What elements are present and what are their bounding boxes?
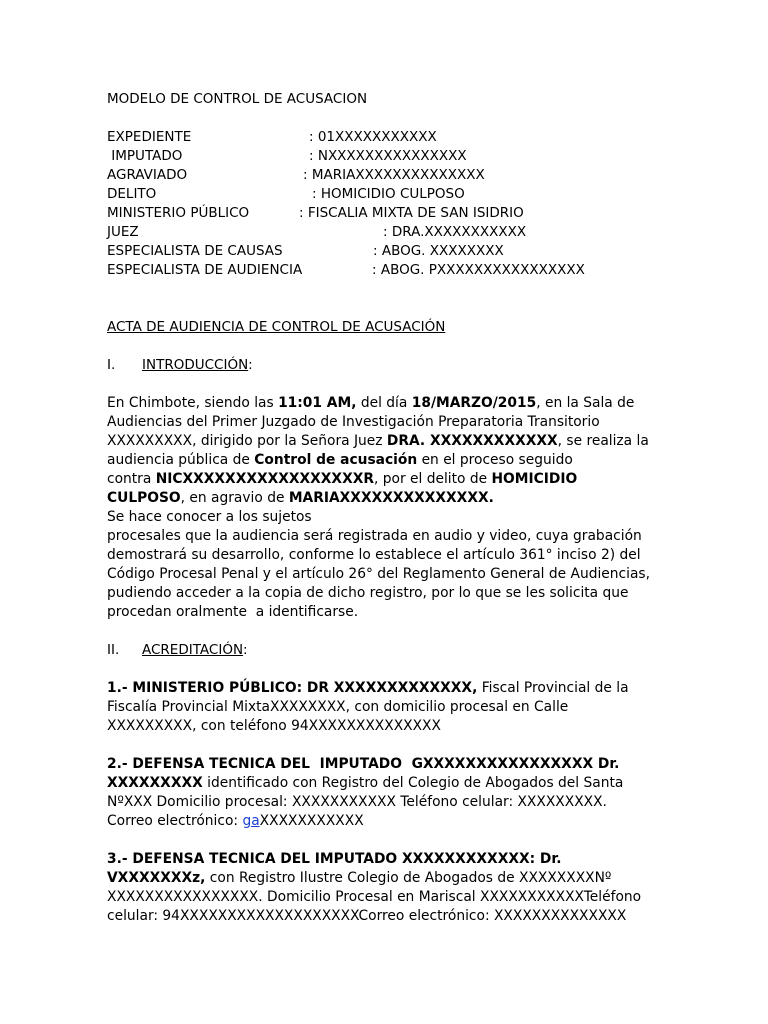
- paragraph-line: [107, 869, 667, 888]
- paragraph-line: [107, 812, 667, 831]
- header-field-label: MINISTERIO PÚBLICO: [107, 205, 250, 221]
- header-field-value: : HOMICIDIO CULPOSO: [312, 186, 465, 202]
- bold-text: Control de acusación: [254, 452, 418, 468]
- text-run: XXXXXXXXXXXXXXXX. Domicilio Procesal en Mariscal XXXXXXXXXXXTeléfono: [107, 889, 642, 905]
- document-title: MODELO DE CONTROL DE ACUSACION: [107, 91, 368, 107]
- accreditation-item-3: [107, 850, 667, 926]
- bold-text: CULPOSO: [107, 490, 181, 506]
- paragraph-line: [107, 793, 667, 812]
- header-field-label: EXPEDIENTE: [107, 129, 192, 145]
- paragraph-line: [107, 755, 667, 774]
- text-run: contra: [107, 471, 156, 487]
- text-run: Fiscalía Provincial MixtaXXXXXXXX, con domicilio procesal en Calle: [107, 699, 569, 715]
- header-field-value: : NXXXXXXXXXXXXXXX: [309, 148, 467, 164]
- header-field-value: : ABOG. PXXXXXXXXXXXXXXXX: [372, 262, 585, 278]
- header-field-value: : MARIAXXXXXXXXXXXXXX: [303, 167, 485, 183]
- paragraph-line: [107, 546, 667, 565]
- paragraph-line: [107, 888, 667, 907]
- text-run: Fiscal Provincial de la: [477, 680, 629, 696]
- paragraph-line: [107, 717, 667, 736]
- text-run: del día: [356, 395, 412, 411]
- section-2-title: ACREDITACIÓN:: [142, 642, 248, 658]
- bold-text: MARIAXXXXXXXXXXXXXX.: [288, 490, 494, 506]
- paragraph-line: [107, 698, 667, 717]
- text-run: , en agravio de: [180, 490, 289, 506]
- bold-text: 2.- DEFENSA TECNICA DEL IMPUTADO GXXXXXXXXXXXXXXXX Dr.: [107, 756, 620, 772]
- bold-text: 1.- MINISTERIO PÚBLICO: DR XXXXXXXXXXXXX,: [107, 680, 478, 696]
- header-field-label: JUEZ: [107, 224, 139, 240]
- bold-text: NICXXXXXXXXXXXXXXXXXR: [155, 471, 374, 487]
- paragraph-line: [107, 470, 667, 489]
- header-field-label: ESPECIALISTA DE CAUSAS: [107, 243, 283, 259]
- text-run: En Chimbote, siendo las: [107, 395, 279, 411]
- bold-text: XXXXXXXXX: [107, 775, 203, 791]
- text-run: audiencia pública de: [107, 452, 255, 468]
- text-run: XXXXXXXXX, con teléfono 94XXXXXXXXXXXXXX: [107, 718, 441, 734]
- header-field-value: : DRA.XXXXXXXXXXX: [383, 224, 527, 240]
- text-run: , se realiza la: [557, 433, 649, 449]
- paragraph-line: [107, 603, 667, 622]
- text-run: XXXXXXXXXXX: [259, 813, 364, 829]
- header-field-label: ESPECIALISTA DE AUDIENCIA: [107, 262, 303, 278]
- text-run: , por el delito de: [373, 471, 492, 487]
- section-2-number: II.: [107, 642, 120, 658]
- paragraph-line: [107, 489, 667, 508]
- text-run: identificado con Registro del Colegio de Abogados del Santa: [202, 775, 624, 791]
- paragraph-line: [107, 527, 667, 546]
- text-run: en el proceso seguido: [417, 452, 573, 468]
- text-run: , en la Sala de: [536, 395, 635, 411]
- text-run: celular: 94XXXXXXXXXXXXXXXXXXXCorreo electrónico: XXXXXXXXXXXXXX: [107, 908, 627, 924]
- paragraph-line: [107, 394, 667, 413]
- text-run: procesales que la audiencia será registrada en audio y video, cuya grabación: [107, 528, 642, 544]
- header-field-label: DELITO: [107, 186, 157, 202]
- bold-text: VXXXXXXXz,: [107, 870, 206, 886]
- text-run: Correo electrónico:: [107, 813, 243, 829]
- paragraph-line: [107, 584, 667, 603]
- intro-paragraph: [107, 394, 667, 622]
- text-run: XXXXXXXXX, dirigido por la Señora Juez: [107, 433, 387, 449]
- text-run: procedan oralmente a identificarse.: [107, 604, 359, 620]
- paragraph-line: [107, 451, 667, 470]
- bold-text: DRA. XXXXXXXXXXXX: [386, 433, 558, 449]
- paragraph-line: [107, 679, 667, 698]
- paragraph-line: [107, 774, 667, 793]
- paragraph-line: [107, 508, 667, 527]
- header-field-value: : ABOG. XXXXXXXX: [373, 243, 504, 259]
- paragraph-line: [107, 565, 667, 584]
- section-1-number: I.: [107, 357, 116, 373]
- paragraph-line: [107, 907, 667, 926]
- act-title: ACTA DE AUDIENCIA DE CONTROL DE ACUSACIÓN: [107, 319, 446, 335]
- email-link[interactable]: ga: [242, 813, 260, 829]
- paragraph-line: [107, 413, 667, 432]
- section-1-title: INTRODUCCIÓN:: [142, 357, 253, 373]
- bold-text: 3.- DEFENSA TECNICA DEL IMPUTADO XXXXXXXXXXXX: Dr.: [107, 851, 562, 867]
- bold-text: 18/MARZO/2015: [411, 395, 537, 411]
- bold-text: HOMICIDIO: [491, 471, 578, 487]
- header-field-value: : FISCALIA MIXTA DE SAN ISIDRIO: [299, 205, 524, 221]
- accreditation-item-1: [107, 679, 667, 736]
- text-run: NºXXX Domicilio procesal: XXXXXXXXXXX Teléfono celular: XXXXXXXXX.: [107, 794, 607, 810]
- accreditation-item-2: [107, 755, 667, 831]
- header-field-label: IMPUTADO: [107, 148, 183, 164]
- bold-text: 11:01 AM,: [278, 395, 357, 411]
- paragraph-line: [107, 850, 667, 869]
- text-run: pudiendo acceder a la copia de dicho registro, por lo que se les solicita que: [107, 585, 629, 601]
- paragraph-line: [107, 432, 667, 451]
- text-run: demostrará su desarrollo, conforme lo establece el artículo 361° inciso 2) del: [107, 547, 641, 563]
- text-run: Código Procesal Penal y el artículo 26° del Reglamento General de Audiencias,: [107, 566, 650, 582]
- text-run: Audiencias del Primer Juzgado de Investigación Preparatoria Transitorio: [107, 414, 600, 430]
- header-field-value: : 01XXXXXXXXXXX: [309, 129, 437, 145]
- header-field-label: AGRAVIADO: [107, 167, 188, 183]
- text-run: Se hace conocer a los sujetos: [107, 509, 312, 525]
- text-run: con Registro Ilustre Colegio de Abogados de XXXXXXXXNº: [205, 870, 612, 886]
